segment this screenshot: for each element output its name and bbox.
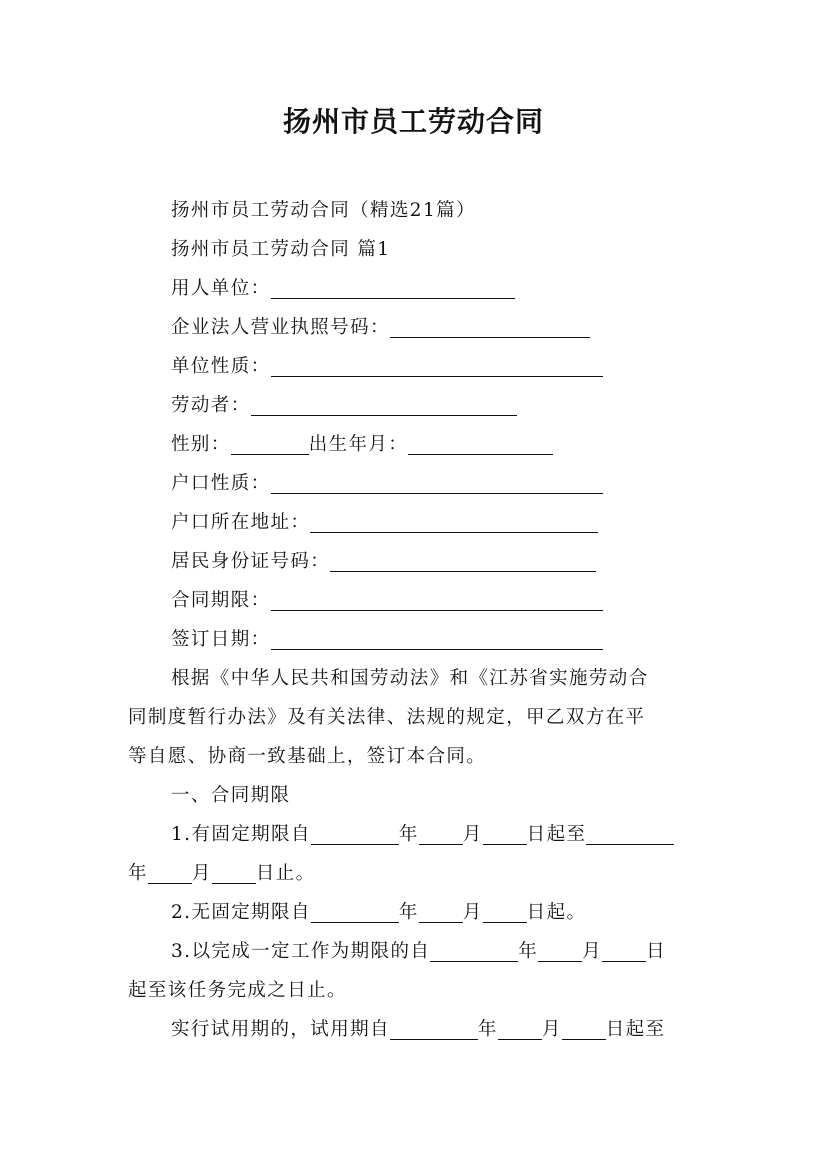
gender-blank[interactable] <box>231 432 309 455</box>
gender-birth-field <box>128 425 708 464</box>
business-license-label: 企业法人营业执照号码： <box>171 317 390 338</box>
signing-date-blank[interactable] <box>271 627 603 650</box>
probation-day-blank[interactable] <box>562 1017 606 1040</box>
task-term-line <box>128 932 708 971</box>
birth-date-blank[interactable] <box>408 432 553 455</box>
article-heading: 扬州市员工劳动合同 篇1 <box>171 239 391 260</box>
worker-field <box>128 386 708 425</box>
end-day-label: 日止。 <box>255 863 316 884</box>
signing-date-field <box>128 620 708 659</box>
open-month-blank[interactable] <box>419 900 463 923</box>
intro-paragraph-line: 同制度暂行办法》及有关法律、法规的规定，甲乙双方在平 <box>128 707 646 728</box>
task-term-tail: 起至该任务完成之日止。 <box>128 980 347 1001</box>
gender-label: 性别： <box>171 434 231 455</box>
task-month-blank[interactable] <box>538 939 582 962</box>
document-title: 扬州市员工劳动合同 <box>282 105 544 138</box>
birth-date-label: 出生年月： <box>308 434 409 455</box>
employer-field <box>128 269 708 308</box>
month-label: 月 <box>462 824 483 845</box>
probation-label: 实行试用期的，试用期自 <box>171 1019 390 1040</box>
business-license-field <box>128 308 708 347</box>
worker-label: 劳动者： <box>171 395 251 416</box>
task-term-label: 3.以完成一定工作为期限的自 <box>171 941 431 962</box>
year-label: 年 <box>477 1019 498 1040</box>
household-nature-label: 户口性质： <box>171 473 271 494</box>
fixed-term-label: 1.有固定期限自 <box>171 824 311 845</box>
intro-paragraph-line: 等自愿、协商一致基础上，签订本合同。 <box>128 746 487 767</box>
day-label: 日起。 <box>526 902 587 923</box>
household-address-blank[interactable] <box>310 510 598 533</box>
household-nature-field <box>128 464 708 503</box>
contract-term-field <box>128 581 708 620</box>
open-term-label: 2.无固定期限自 <box>171 902 311 923</box>
start-day-blank[interactable] <box>483 822 527 845</box>
worker-blank[interactable] <box>251 393 517 416</box>
end-year-blank[interactable] <box>586 822 674 845</box>
section-heading: 一、合同期限 <box>171 785 291 806</box>
open-year-blank[interactable] <box>311 900 399 923</box>
month-label: 月 <box>541 1019 562 1040</box>
household-address-field <box>128 503 708 542</box>
end-year-label: 年 <box>128 863 148 884</box>
household-address-label: 户口所在地址： <box>171 512 311 533</box>
unit-nature-field <box>128 347 708 386</box>
probation-year-blank[interactable] <box>390 1017 478 1040</box>
employer-blank[interactable] <box>271 276 515 299</box>
start-month-blank[interactable] <box>419 822 463 845</box>
business-license-blank[interactable] <box>390 315 590 338</box>
unit-nature-blank[interactable] <box>271 354 603 377</box>
contract-term-blank[interactable] <box>271 588 603 611</box>
end-month-label: 月 <box>191 863 212 884</box>
document-body <box>128 191 708 1049</box>
id-number-blank[interactable] <box>330 549 596 572</box>
day-from-label: 日起至 <box>526 824 587 845</box>
intro-paragraph-line: 根据《中华人民共和国劳动法》和《江苏省实施劳动合 <box>171 668 649 689</box>
employer-label: 用人单位： <box>171 278 271 299</box>
year-label: 年 <box>398 902 419 923</box>
year-label: 年 <box>398 824 419 845</box>
day-label: 日 <box>646 941 666 962</box>
start-year-blank[interactable] <box>311 822 399 845</box>
fixed-term-end-line <box>128 854 708 893</box>
id-number-field <box>128 542 708 581</box>
signing-date-label: 签订日期： <box>171 629 271 650</box>
probation-line <box>128 1010 708 1049</box>
open-term-line <box>128 893 708 932</box>
month-label: 月 <box>582 941 603 962</box>
probation-month-blank[interactable] <box>498 1017 542 1040</box>
day-label: 日起至 <box>605 1019 666 1040</box>
task-year-blank[interactable] <box>430 939 518 962</box>
end-day-blank[interactable] <box>212 861 256 884</box>
year-label: 年 <box>518 941 539 962</box>
task-day-blank[interactable] <box>602 939 646 962</box>
open-day-blank[interactable] <box>483 900 527 923</box>
contract-term-label: 合同期限： <box>171 590 271 611</box>
end-month-blank[interactable] <box>148 861 192 884</box>
subtitle-line: 扬州市员工劳动合同（精选21篇） <box>171 200 476 221</box>
unit-nature-label: 单位性质： <box>171 356 271 377</box>
id-number-label: 居民身份证号码： <box>171 551 331 572</box>
month-label: 月 <box>462 902 483 923</box>
fixed-term-line <box>128 815 708 854</box>
household-nature-blank[interactable] <box>271 471 603 494</box>
